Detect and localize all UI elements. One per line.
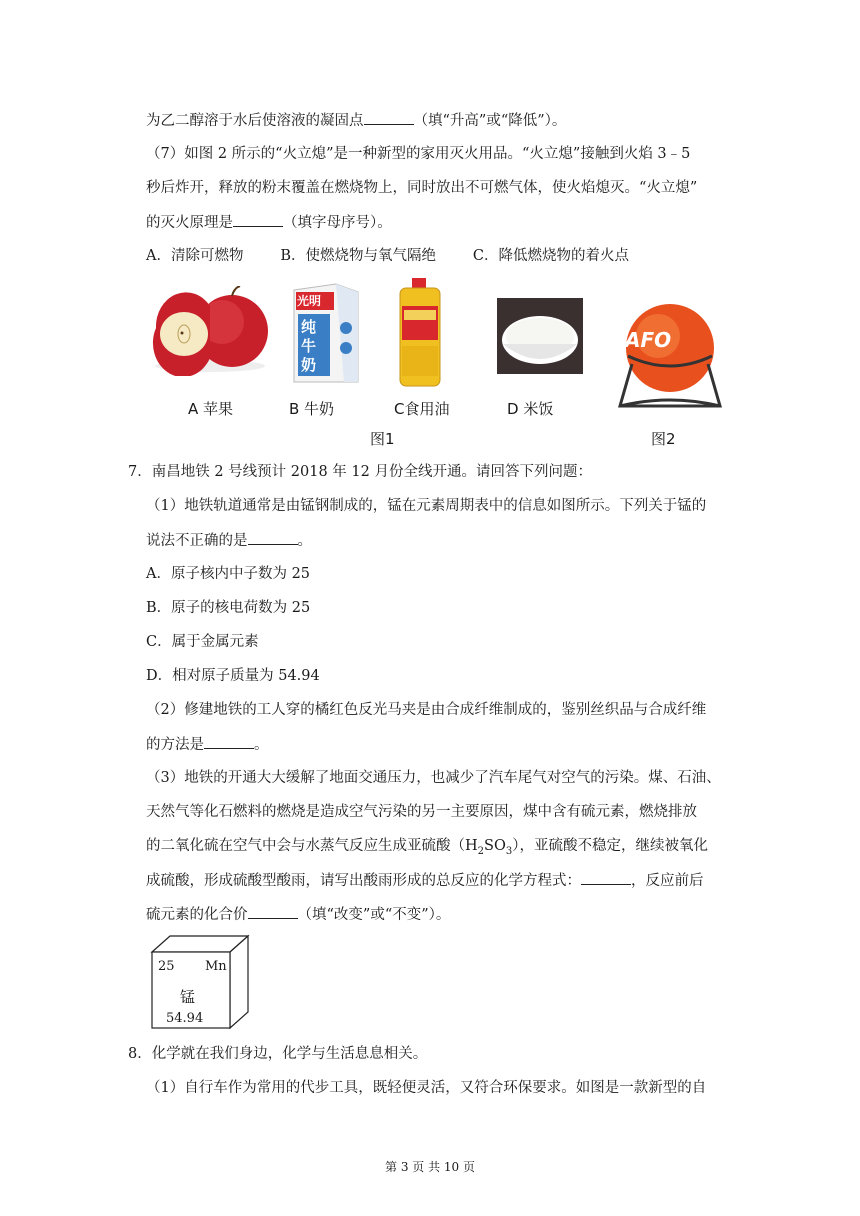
element-atomic-number: 25 [158,959,175,974]
answer-blank [204,734,254,749]
element-atomic-mass: 54.94 [166,1011,204,1026]
q6-options: A．清除可燃物 B．使燃烧物与氧气隔绝 C．降低燃烧物的着火点 [146,248,629,264]
element-name: 锰 [180,988,196,1006]
answer-blank [233,212,283,227]
answer-blank [581,870,631,885]
q7-option-d: D．相对原子质量为 54.94 [146,668,320,684]
q7-part3-line1: （3）地铁的开通大大缓解了地面交通压力，也减少了汽车尾气对空气的污染。煤、石油、 [146,770,721,786]
q6-part7-line1: （7）如图 2 所示的“火立熄”是一种新型的家用灭火用品。“火立熄”接触到火焰 3﹣5 [146,146,691,162]
rice-bowl-image [497,298,583,374]
q7-part3-line3: 的二氧化硫在空气中会与水蒸气反应生成亚硫酸$(H_2SO_3)$，亚硫酸不稳定，继续被氧化 [146,838,708,857]
q6-part7-line2: 秒后炸开，释放的粉末覆盖在燃烧物上，同时放出不可燃气体，使火焰熄灭。“火立熄” [146,180,698,196]
figure2-label: 图2 [651,430,676,448]
q7-part3-line4: 成硫酸，形成硫酸型酸雨，请写出酸雨形成的总反应的化学方程式： ，反应前后 [146,870,704,891]
figure1-label: 图1 [370,430,395,448]
q6-part7-line3: 的灭火原理是 （填字母序号）。 [146,212,392,233]
caption-apple: A 苹果 [188,400,234,418]
q7-part3-line2: 天然气等化石燃料的燃烧是造成空气污染的另一主要原因，煤中含有硫元素，燃烧排放 [146,804,697,820]
cooking-oil-image [394,276,446,388]
q7-part2-line2: 的方法是 。 [146,734,269,755]
answer-blank [248,904,298,919]
q7-part1-line2: 说法不正确的是 。 [146,530,312,551]
caption-rice: D 米饭 [507,400,554,418]
element-symbol: Mn [205,959,227,974]
q7-part3-line5: 硫元素的化合价 （填“改变”或“不变”）。 [146,904,450,925]
q6-line-freezing-point: 为乙二醇溶于水后使溶液的凝固点 （填“升高”或“降低”）。 [146,110,566,131]
page-footer: 第 3 页 共 10 页 [385,1160,475,1174]
q7-option-a: A．原子核内中子数为 25 [146,566,311,582]
answer-blank [248,530,298,545]
q8-part1-line1: （1）自行车作为常用的代步工具，既轻便灵活，又符合环保要求。如图是一款新型的自 [146,1080,707,1096]
q7-option-c: C．属于金属元素 [146,634,259,650]
apple-image [150,286,272,376]
answer-blank [364,110,414,125]
q7-option-b: B．原子的核电荷数为 25 [146,600,311,616]
milk-brand-label: 光明 [297,294,322,308]
fire-ball-image [614,296,726,412]
q8-stem: 8．化学就在我们身边，化学与生活息息相关。 [128,1046,428,1062]
q7-part1-line1: （1）地铁轨道通常是由锰钢制成的，锰在元素周期表中的信息如图所示。下列关于锰的 [146,498,707,514]
caption-oil: C食用油 [394,400,450,418]
fire-ball-brand: AFO [625,328,672,352]
caption-milk: B 牛奶 [289,400,335,418]
milk-product-text: 纯牛奶 [301,318,317,374]
q7-stem: 7．南昌地铁 2 号线预计 2018 年 12 月份全线开通。请回答下列问题： [128,464,592,480]
q7-part2-line1: （2）修建地铁的工人穿的橘红色反光马夹是由合成纤维制成的，鉴别丝织品与合成纤维 [146,702,707,718]
